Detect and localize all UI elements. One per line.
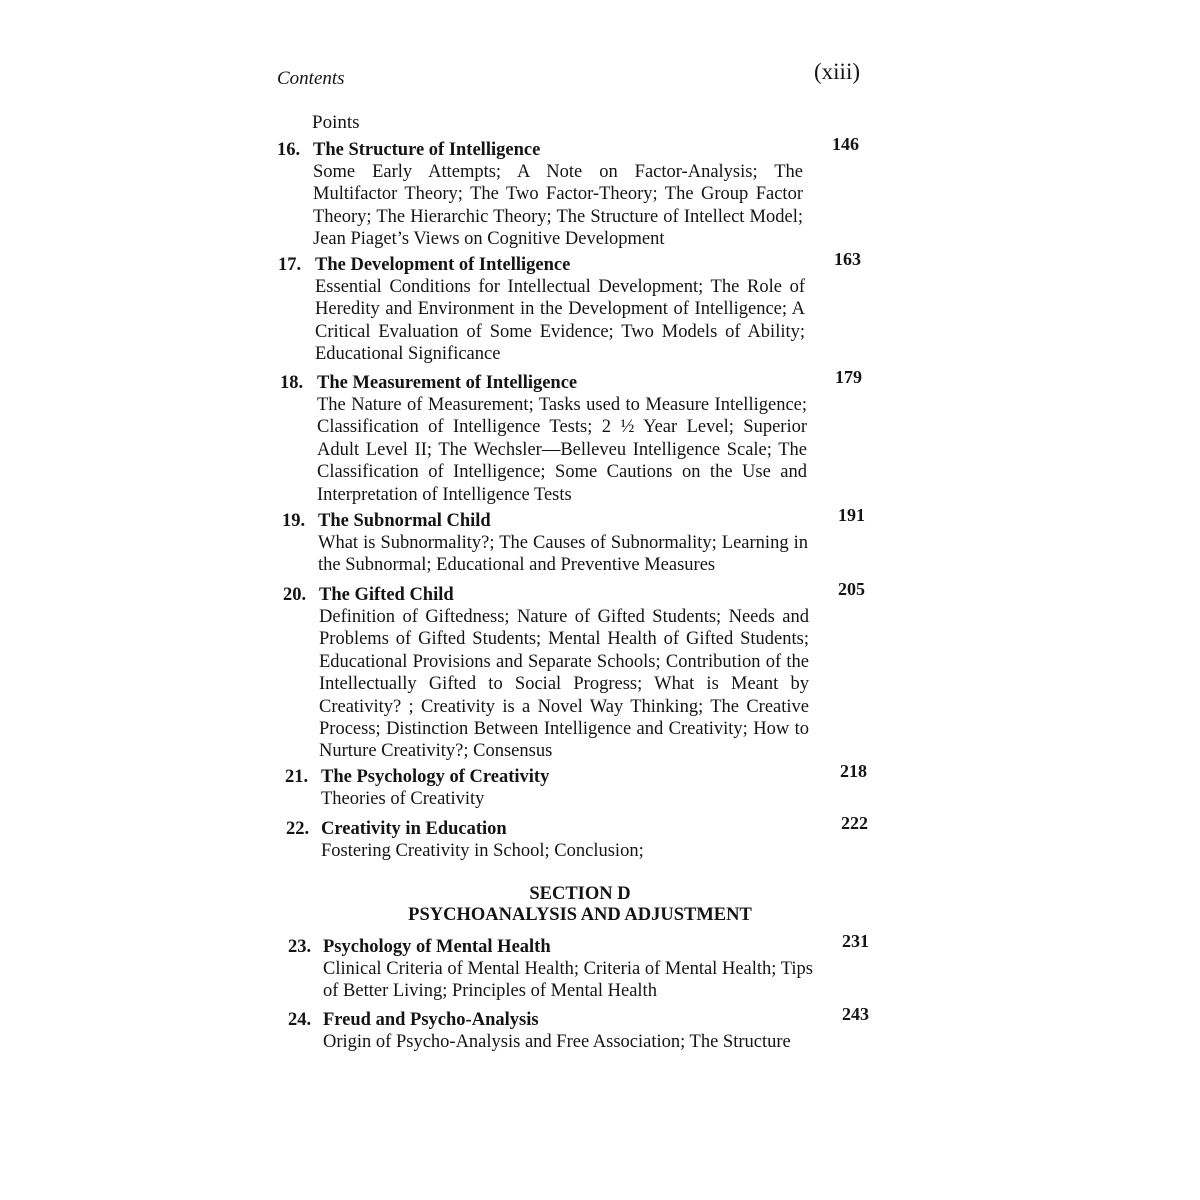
chapter-page: 146 (832, 134, 859, 154)
chapter-page: 179 (835, 367, 862, 387)
chapter-page: 231 (842, 931, 869, 951)
chapter-title: The Subnormal Child (318, 511, 491, 531)
chapter-topics: Clinical Criteria of Mental Health; Criteria of Mental Health; Tips of Better Living; Principles of Mental Health (323, 959, 813, 1002)
chapter-number: 22. (286, 819, 310, 839)
chapter-title: The Measurement of Intelligence (317, 373, 578, 393)
chapter-topics: Definition of Giftedness; Nature of Gifted Students; Needs and Problems of Gifted Students; Mental Health of Gifted Students; Educational Provisions and Separate Schools; Contribution of the Intellectually Gifted to Social Progress; What is Meant by Creativity? ; Creativity is a Novel Way Thinking; The Creative Process; Distinction Between Intelligence and Creativity; How to Nurture Creativity?; Consensus (319, 607, 809, 762)
chapter-topics: What is Subnormality?; The Causes of Subnormality; Learning in the Subnormal; Educational and Preventive Measures (318, 533, 808, 576)
chapter-page: 205 (838, 579, 865, 599)
chapter-topics: The Nature of Measurement; Tasks used to Measure Intelligence; Classification of Intelligence Tests; 2 ½ Year Level; Superior Adult Level II; The Wechsler—Belleveu Intelligence Scale; The Classification of Intelligence; Some Cautions on the Use and Interpretation of Intelligence Tests (317, 395, 807, 505)
chapter-title: The Gifted Child (319, 585, 454, 605)
chapter-topics: Some Early Attempts; A Note on Factor-Analysis; The Multifactor Theory; The Two Factor-Theory; The Group Factor Theory; The Hierarchic Theory; The Structure of Intellect Model; Jean Piaget’s Views on Cognitive Development (313, 162, 803, 250)
chapter-title: The Structure of Intelligence (313, 140, 541, 160)
chapter-number: 24. (288, 1010, 312, 1030)
chapter-page: 222 (841, 813, 868, 833)
chapter-topics: Essential Conditions for Intellectual Development; The Role of Heredity and Environment in the Development of Intelligence; A Critical Evaluation of Some Evidence; Two Models of Ability; Educational Significance (315, 277, 805, 365)
chapter-number: 18. (280, 373, 304, 393)
section-label: SECTION D (529, 884, 631, 904)
chapter-topics: Theories of Creativity (321, 789, 485, 809)
chapter-page: 218 (840, 761, 867, 781)
chapter-number: 16. (277, 140, 301, 160)
chapter-title: Freud and Psycho-Analysis (323, 1010, 539, 1030)
running-header: Contents (277, 68, 345, 89)
chapter-number: 19. (282, 511, 306, 531)
page-number-roman: (xiii) (814, 59, 860, 84)
chapter-number: 20. (283, 585, 307, 605)
continued-text: Points (312, 112, 360, 133)
chapter-title: The Psychology of Creativity (321, 767, 550, 787)
chapter-number: 23. (288, 937, 312, 957)
chapter-title: The Development of Intelligence (315, 255, 571, 275)
chapter-number: 17. (278, 255, 302, 275)
chapter-topics: Fostering Creativity in School; Conclusion; (321, 841, 644, 861)
chapter-number: 21. (285, 767, 309, 787)
chapter-topics: Origin of Psycho-Analysis and Free Association; The Structure (323, 1032, 791, 1052)
chapter-page: 243 (842, 1004, 869, 1024)
section-title: PSYCHOANALYSIS AND ADJUSTMENT (408, 905, 752, 925)
chapter-page: 163 (834, 249, 861, 269)
chapter-page: 191 (838, 505, 865, 525)
chapter-title: Psychology of Mental Health (323, 937, 551, 957)
chapter-title: Creativity in Education (321, 819, 507, 839)
